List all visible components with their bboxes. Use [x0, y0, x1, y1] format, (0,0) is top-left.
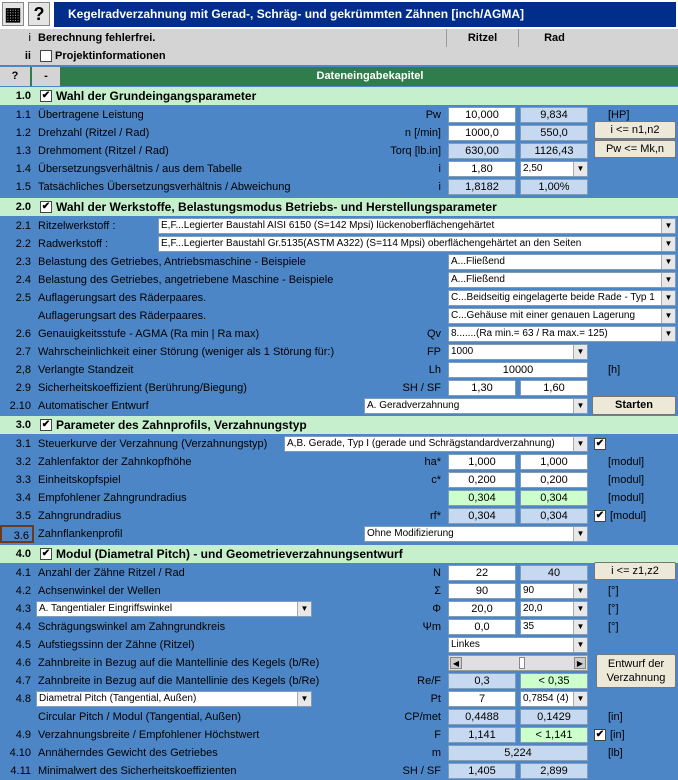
row-label: Verlangte Standzeit — [38, 364, 134, 376]
diametral-pitch-input[interactable]: 7 — [448, 691, 516, 707]
section-4-num: 4.0 — [15, 548, 31, 560]
helix-direction-select[interactable] — [448, 637, 588, 653]
driven-load-select[interactable] — [448, 272, 676, 288]
row-label: Annäherndes Gewicht des Getriebes — [38, 747, 218, 759]
project-label: Projektinformationen — [55, 50, 166, 62]
mounting-type-value: C...Beidseitig eingelagerte beide Rade - Typ 1 — [451, 292, 655, 303]
service-life-input[interactable]: 10000 — [448, 362, 588, 378]
row-num: 4.8 — [15, 693, 31, 705]
ratio-table-value: 2,50 — [523, 163, 543, 174]
row-unit: [HP] — [608, 109, 630, 121]
chevron-down-icon[interactable]: ▼ — [573, 692, 587, 706]
row-symbol: N — [433, 567, 441, 579]
chevron-right-icon[interactable]: ▶ — [574, 657, 586, 669]
row-3-5 — [0, 507, 678, 525]
row-num: 4.3 — [15, 603, 31, 615]
chevron-down-icon[interactable]: ▼ — [297, 602, 311, 616]
chevron-down-icon[interactable]: ▼ — [573, 437, 587, 451]
row-3-2 — [0, 453, 678, 471]
gear-material-value: E,F...Legierter Baustahl Gr.5135(ASTM A322) (S=114 Mpsi) oberflächengehärtet an den Seiten — [161, 238, 582, 249]
calculator-icon[interactable]: ▦ — [2, 2, 24, 26]
row-symbol: n [/min] — [404, 127, 441, 139]
min-safety-contact: 1,405 — [448, 763, 516, 779]
failure-probability-select[interactable] — [448, 344, 588, 360]
flank-profile-select[interactable] — [364, 526, 588, 542]
drive-load-value: A...Fließend — [451, 256, 505, 267]
row-num: 2.10 — [9, 400, 31, 412]
row-num: 4.2 — [15, 585, 31, 597]
failure-probability-value: 1000 — [451, 346, 474, 357]
row-unit: [modul] — [608, 474, 645, 486]
chevron-down-icon[interactable]: ▼ — [661, 255, 675, 269]
row-num: 2.3 — [15, 256, 31, 268]
row-label: Übertragene Leistung — [38, 109, 144, 121]
section-4-checkbox[interactable]: ✔ — [41, 548, 51, 559]
chevron-left-icon[interactable]: ◀ — [450, 657, 462, 669]
row-2-1 — [0, 217, 678, 235]
row-4-11 — [0, 762, 678, 780]
chevron-down-icon[interactable]: ▼ — [573, 602, 587, 616]
row-symbol: CP/met — [404, 711, 441, 723]
row-2-8 — [0, 361, 678, 379]
row-symbol: F — [434, 729, 441, 741]
ratio-deviation-value: 1,00% — [520, 179, 588, 195]
power-from-torque-button[interactable]: Pw <= Mk,n — [594, 140, 676, 158]
row-label: Empfohlener Zahngrundradius — [38, 492, 187, 504]
row-label: Aufstiegssinn der Zähne (Ritzel) — [38, 639, 195, 651]
chevron-down-icon[interactable]: ▼ — [573, 345, 587, 359]
housing-type-value: C...Gehäuse mit einer genauen Lagerung — [451, 310, 636, 321]
row-2-5 — [0, 289, 678, 307]
row-symbol: ha* — [424, 456, 441, 468]
row-label: Zahnbreite in Bezug auf die Mantellinie des Kegels (b/Re) — [38, 657, 320, 669]
row-label: Zahnbreite in Bezug auf die Mantellinie des Kegels (b/Re) — [38, 675, 320, 687]
row-unit: [modul] — [610, 510, 647, 522]
chevron-down-icon[interactable]: ▼ — [297, 692, 311, 706]
shaft-angle-input[interactable]: 90 — [448, 583, 516, 599]
row-symbol: Pt — [430, 693, 441, 705]
row-4-8b — [0, 708, 678, 726]
pressure-angle-value: 20,0 — [523, 603, 543, 614]
row-3-4 — [0, 489, 678, 507]
chevron-down-icon[interactable]: ▼ — [573, 638, 587, 652]
start-button[interactable]: Starten — [592, 396, 676, 415]
row-unit: [in] — [608, 711, 623, 723]
auto-design-select[interactable] — [364, 398, 588, 414]
row-label: Wahrscheinlichkeit einer Störung (weniger als 1 Störung für:) — [38, 346, 335, 358]
chevron-down-icon[interactable]: ▼ — [661, 219, 675, 233]
row-symbol: Torq [lb.in] — [390, 145, 441, 157]
power-rad-value: 9,834 — [520, 107, 588, 123]
section-2-title: Wahl der Werkstoffe, Belastungsmodus Betriebs- und Herstellungsparameter — [56, 200, 497, 214]
row-symbol: Pw — [425, 109, 441, 121]
section-2-header — [0, 198, 678, 216]
clearance-rad-input[interactable]: 0,200 — [520, 472, 588, 488]
row-2-2 — [0, 235, 678, 253]
row-num[interactable]: 3.6 — [0, 525, 34, 543]
teeth-ritzel-input[interactable]: 22 — [448, 565, 516, 581]
row-num: 4.1 — [15, 567, 31, 579]
row-symbol: Re/F — [417, 675, 441, 687]
face-width-max: < 1,141 — [520, 727, 588, 743]
row-2-10 — [0, 397, 678, 415]
row-num: 3.5 — [15, 510, 31, 522]
row-label: Radwerkstoff : — [38, 238, 109, 250]
ratio-from-speed-button[interactable]: i <= n1,n2 — [594, 121, 676, 139]
pinion-material-value: E,F...Legierter Baustahl AISI 6150 (S=142 Mpsi) lückenoberflächengehärtet — [161, 220, 495, 231]
auto-design-value: A. Geradverzahnung — [367, 400, 460, 411]
tooth-curve-checkbox[interactable]: ✔ — [595, 438, 605, 449]
safety-contact-input[interactable]: 1,30 — [448, 380, 516, 396]
addendum-ritzel-input[interactable]: 1,000 — [448, 454, 516, 470]
chevron-down-icon[interactable]: ▼ — [661, 237, 675, 251]
chevron-down-icon[interactable]: ▼ — [661, 291, 675, 305]
row-label: Sicherheitskoeffizient (Berührung/Biegung) — [38, 382, 247, 394]
helix-angle-input[interactable]: 0,0 — [448, 619, 516, 635]
row-num: 1.2 — [15, 127, 31, 139]
pressure-angle-input[interactable]: 20,0 — [448, 601, 516, 617]
min-safety-bending: 2,899 — [520, 763, 588, 779]
gear-material-select[interactable] — [158, 236, 676, 252]
row-3-3 — [0, 471, 678, 489]
row-symbol: Qv — [426, 328, 441, 340]
section-3-checkbox[interactable]: ✔ — [41, 419, 51, 430]
row-4-5 — [0, 636, 678, 654]
diametral-pitch-select[interactable] — [520, 691, 588, 707]
row-label: Verzahnungsbreite / Empfohlener Höchstwert — [38, 729, 260, 741]
ratio-from-teeth-button[interactable]: i <= z1,z2 — [594, 562, 676, 580]
row-label: Einheitskopfspiel — [38, 474, 121, 486]
gear-design-button[interactable]: Entwurf der Verzahnung — [596, 654, 676, 688]
ratio-table-select[interactable] — [520, 161, 588, 177]
row-unit: [modul] — [608, 456, 645, 468]
helix-angle-select[interactable] — [520, 619, 588, 635]
row-1-4 — [0, 160, 678, 178]
row-symbol: Ψm — [422, 621, 441, 633]
project-num: ii — [24, 50, 31, 62]
row-label: Auflagerungsart des Räderpaares. — [38, 292, 207, 304]
row-label: Zahngrundradius — [38, 510, 122, 522]
row-symbol: Σ — [434, 585, 441, 597]
row-2-5b — [0, 307, 678, 325]
circular-pitch-value: 0,4488 — [448, 709, 516, 725]
row-num: 4.10 — [9, 747, 31, 759]
safety-bending-input[interactable]: 1,60 — [520, 380, 588, 396]
row-label: Tatsächliches Übersetzungsverhältnis / Abweichung — [38, 181, 291, 193]
row-symbol: rf* — [430, 510, 441, 522]
shaft-angle-select[interactable] — [520, 583, 588, 599]
pressure-angle-type-value: A. Tangentialer Eingriffswinkel — [39, 603, 173, 614]
section-4-header — [0, 545, 678, 563]
row-3-6 — [0, 525, 678, 543]
row-label: Auflagerungsart des Räderpaares. — [38, 310, 207, 322]
pitch-type-select[interactable] — [36, 691, 312, 707]
col-ritzel: Ritzel — [446, 29, 518, 47]
row-label: Minimalwert des Sicherheitskoeffizienten — [38, 765, 237, 777]
actual-ratio-value: 1,8182 — [448, 179, 516, 195]
helix-direction-value: Linkes — [451, 639, 480, 650]
row-label: Schrägungswinkel am Zahngrundkreis — [38, 621, 226, 633]
root-radius-ritzel: 0,304 — [448, 508, 516, 524]
chapter-label: Dateneingabekapitel — [316, 70, 424, 82]
row-symbol: i — [438, 163, 441, 175]
row-num: 4.7 — [15, 675, 31, 687]
torque-ritzel-value: 630,00 — [448, 143, 516, 159]
row-1-5 — [0, 178, 678, 196]
row-symbol: c* — [431, 474, 441, 486]
row-4-2 — [0, 582, 678, 600]
housing-type-select[interactable] — [448, 308, 676, 324]
row-unit: [lb] — [608, 747, 623, 759]
chapter-row — [0, 67, 678, 86]
row-num: 1.3 — [15, 145, 31, 157]
row-label: Genauigkeitsstufe - AGMA (Ra min | Ra max) — [38, 328, 260, 340]
chevron-down-icon[interactable]: ▼ — [573, 399, 587, 413]
pinion-material-select[interactable] — [158, 218, 676, 234]
project-row — [0, 47, 678, 65]
chevron-down-icon[interactable]: ▼ — [573, 162, 587, 176]
flank-profile-value: Ohne Modifizierung — [367, 528, 454, 539]
status-text: Berechnung fehlerfrei. — [38, 32, 156, 44]
row-symbol: m — [431, 747, 441, 759]
row-unit: [°] — [608, 603, 619, 615]
root-radius-rad: 0,304 — [520, 508, 588, 524]
row-symbol: SH / SF — [402, 765, 441, 777]
rec-root-radius-ritzel: 0,304 — [448, 490, 516, 506]
section-3-title: Parameter des Zahnprofils, Verzahnungstyp — [56, 418, 307, 432]
row-unit: [h] — [608, 364, 621, 376]
row-4-1 — [0, 564, 678, 582]
row-num: 2.7 — [15, 346, 31, 358]
slider-thumb[interactable] — [519, 657, 525, 669]
rec-root-radius-rad: 0,304 — [520, 490, 588, 506]
row-4-6 — [0, 654, 678, 672]
window-title: Kegelradverzahnung mit Gerad-, Schräg- und gekrümmten Zähnen [inch/AGMA] — [54, 2, 676, 27]
row-2-6 — [0, 325, 678, 343]
pressure-angle-select[interactable] — [520, 601, 588, 617]
row-3-1 — [0, 435, 678, 453]
row-num: 1.1 — [15, 109, 31, 121]
clearance-ritzel-input[interactable]: 0,200 — [448, 472, 516, 488]
root-radius-checkbox[interactable]: ✔ — [595, 510, 605, 521]
row-num: 4.5 — [15, 639, 31, 651]
teeth-rad-value: 40 — [520, 565, 588, 581]
row-num: 2.1 — [15, 220, 31, 232]
row-label: Automatischer Entwurf — [38, 400, 149, 412]
header-i: i — [28, 32, 31, 44]
addendum-rad-input[interactable]: 1,000 — [520, 454, 588, 470]
module-value: 0,1429 — [520, 709, 588, 725]
row-label: Zahlenfaktor der Zahnkopfhöhe — [38, 456, 192, 468]
row-4-8 — [0, 690, 678, 708]
section-2-num: 2.0 — [15, 201, 31, 213]
pitch-type-value: Diametral Pitch (Tangential, Außen) — [39, 693, 197, 704]
row-label: Belastung des Getriebes, Antriebsmaschine - Beispiele — [38, 256, 306, 268]
row-label: Zahnflankenprofil — [38, 528, 123, 540]
mounting-type-select[interactable] — [448, 290, 676, 306]
tooth-curve-value: A,B. Gerade, Typ I (gerade und Schrägstandardverzahnung) — [287, 438, 555, 449]
row-num: 2,8 — [15, 364, 31, 376]
accuracy-grade-select[interactable] — [448, 326, 676, 342]
tooth-curve-select[interactable] — [284, 436, 588, 452]
chapter-collapse-button[interactable]: - — [32, 67, 60, 86]
row-label: Steuerkurve der Verzahnung (Verzahnungstyp) — [38, 438, 268, 450]
row-unit: [modul] — [608, 492, 645, 504]
face-ratio-limit: < 0,35 — [520, 673, 588, 689]
row-label: Drehmoment (Ritzel / Rad) — [38, 145, 169, 157]
section-3-num: 3.0 — [15, 419, 31, 431]
row-4-10 — [0, 744, 678, 762]
row-num: 4.9 — [15, 729, 31, 741]
project-checkbox[interactable] — [40, 50, 52, 62]
row-num: 2.4 — [15, 274, 31, 286]
chevron-down-icon[interactable]: ▼ — [573, 527, 587, 541]
chevron-down-icon[interactable]: ▼ — [661, 327, 675, 341]
row-label: Anzahl der Zähne Ritzel / Rad — [38, 567, 185, 579]
row-4-7 — [0, 672, 678, 690]
header-row — [0, 29, 678, 47]
ratio-input[interactable]: 1,80 — [448, 161, 516, 177]
power-ritzel-input[interactable]: 10,000 — [448, 107, 516, 123]
section-1-header — [0, 87, 678, 105]
speed-ritzel-input[interactable]: 1000,0 — [448, 125, 516, 141]
row-1-1 — [0, 106, 678, 124]
row-num: 3.1 — [15, 438, 31, 450]
accuracy-grade-value: 8.......(Ra min.= 63 / Ra max.= 125) — [451, 328, 608, 339]
row-unit: [in] — [610, 729, 625, 741]
chevron-down-icon[interactable]: ▼ — [573, 620, 587, 634]
face-width-value: 1,141 — [448, 727, 516, 743]
row-label: Ritzelwerkstoff : — [38, 220, 116, 232]
section-2-checkbox[interactable]: ✔ — [41, 201, 51, 212]
speed-rad-value: 550,0 — [520, 125, 588, 141]
row-4-3 — [0, 600, 678, 618]
row-num: 1.5 — [15, 181, 31, 193]
row-unit: [°] — [608, 585, 619, 597]
row-symbol: Φ — [432, 603, 441, 615]
row-2-4 — [0, 271, 678, 289]
help-button[interactable]: ? — [28, 2, 50, 26]
chevron-down-icon[interactable]: ▼ — [573, 584, 587, 598]
helix-angle-value: 35 — [523, 621, 535, 632]
row-num: 4.6 — [15, 657, 31, 669]
section-1-title: Wahl der Grundeingangsparameter — [56, 89, 257, 103]
section-1-num: 1.0 — [15, 90, 31, 102]
weight-value: 5,224 — [448, 745, 588, 761]
row-2-3 — [0, 253, 678, 271]
row-num: 1.4 — [15, 163, 31, 175]
row-num: 2.2 — [15, 238, 31, 250]
pressure-angle-type-select[interactable] — [36, 601, 312, 617]
row-unit: [°] — [608, 621, 619, 633]
row-1-2 — [0, 124, 678, 142]
row-num: 2.9 — [15, 382, 31, 394]
title-bar — [0, 0, 678, 29]
shaft-angle-value: 90 — [523, 585, 535, 596]
torque-rad-value: 1126,43 — [520, 143, 588, 159]
row-label: Circular Pitch / Modul (Tangential, Außen) — [38, 711, 241, 723]
section-4-title: Modul (Diametral Pitch) - und Geometrieverzahnungsentwurf — [56, 547, 403, 561]
chevron-down-icon[interactable]: ▼ — [661, 273, 675, 287]
row-label: Achsenwinkel der Wellen — [38, 585, 161, 597]
row-symbol: SH / SF — [402, 382, 441, 394]
chapter-help[interactable]: ? — [0, 67, 30, 86]
driven-load-value: A...Fließend — [451, 274, 505, 285]
row-label: Belastung des Getriebes, angetriebene Maschine - Beispiele — [38, 274, 334, 286]
row-symbol: FP — [426, 346, 441, 358]
face-ratio-value: 0,3 — [448, 673, 516, 689]
row-symbol: Lh — [428, 364, 441, 376]
diametral-pitch-value: 0,7854 (4) — [523, 693, 569, 704]
col-rad: Rad — [518, 29, 590, 47]
row-2-7 — [0, 343, 678, 361]
row-symbol: i — [438, 181, 441, 193]
row-num: 2.6 — [15, 328, 31, 340]
row-num: 4.4 — [15, 621, 31, 633]
row-4-9 — [0, 726, 678, 744]
section-3-header — [0, 416, 678, 434]
row-num: 3.3 — [15, 474, 31, 486]
face-width-checkbox[interactable]: ✔ — [595, 729, 605, 740]
row-1-3 — [0, 142, 678, 160]
row-num: 3.4 — [15, 492, 31, 504]
row-num: 3.2 — [15, 456, 31, 468]
row-label: Übersetzungsverhältnis / aus dem Tabelle — [38, 163, 243, 175]
face-width-slider[interactable] — [448, 655, 588, 671]
section-1-checkbox[interactable]: ✔ — [41, 90, 51, 101]
chevron-down-icon[interactable]: ▼ — [661, 309, 675, 323]
row-4-4 — [0, 618, 678, 636]
row-2-9 — [0, 379, 678, 397]
row-label: Drehzahl (Ritzel / Rad) — [38, 127, 150, 139]
row-num: 4.11 — [10, 765, 31, 777]
drive-load-select[interactable] — [448, 254, 676, 270]
row-num: 2.5 — [15, 292, 31, 304]
